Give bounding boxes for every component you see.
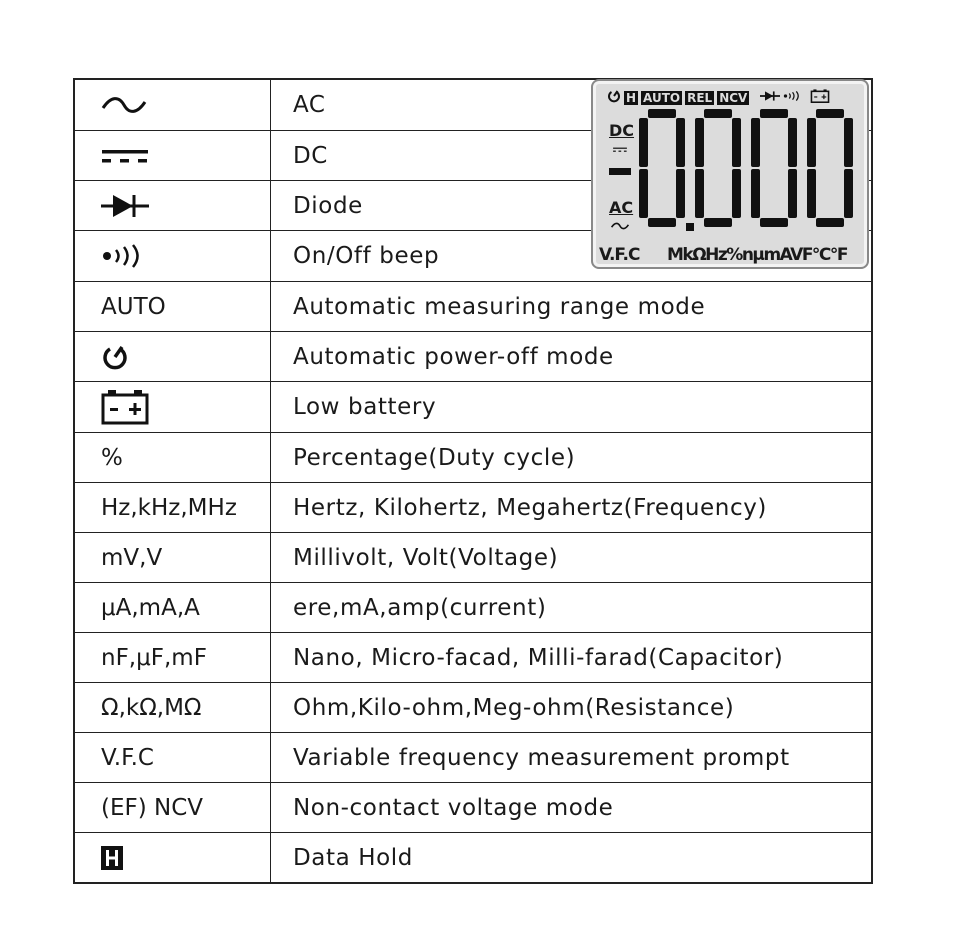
- lcd-segment: [648, 109, 676, 118]
- lcd-segment: [788, 169, 797, 218]
- battery-icon: [101, 389, 149, 425]
- lcd-segment: [676, 118, 685, 167]
- lcd-segment: [807, 118, 816, 167]
- lcd-segment: [732, 169, 741, 218]
- lcd-segment: [639, 169, 648, 218]
- auto-power-off-icon: [607, 89, 621, 106]
- dc-symbol-icon: [101, 146, 149, 166]
- table-row: [75, 833, 871, 882]
- symbol-cell: [75, 131, 271, 180]
- table-row: [75, 533, 871, 583]
- lcd-segment: [760, 218, 788, 227]
- symbol-cell: [75, 332, 271, 381]
- tilde-ac-icon: [609, 215, 633, 234]
- lcd-dc-label: DC: [609, 121, 635, 140]
- description-cell: Diode: [293, 192, 363, 219]
- symbol-cell: [75, 382, 271, 432]
- description-cell: Variable frequency measurement prompt: [293, 744, 790, 771]
- lcd-decimal-point: [686, 223, 694, 231]
- table-row: [75, 282, 871, 332]
- table-row: [75, 433, 871, 483]
- lcd-display-illustration: [591, 79, 869, 269]
- description-cell: AC: [293, 92, 326, 118]
- lcd-reading: [637, 109, 863, 243]
- symbol-cell: [75, 231, 271, 281]
- table-row: [75, 382, 871, 433]
- lcd-dc-indicator: [609, 121, 634, 157]
- lcd-rel-indicator: REL: [687, 90, 713, 105]
- beep-icon: [783, 90, 803, 105]
- symbol-cell: mV,V: [75, 533, 271, 582]
- lcd-top-indicators: [607, 89, 830, 106]
- diode-icon: [760, 90, 780, 105]
- lcd-auto-indicator: AUTO: [643, 90, 681, 105]
- description-cell: Non-contact voltage mode: [293, 794, 614, 821]
- description-cell: Automatic measuring range mode: [293, 293, 706, 320]
- description-cell: Ohm,Kilo-ohm,Meg-ohm(Resistance): [293, 694, 735, 721]
- table-row: [75, 583, 871, 633]
- description-cell: Data Hold: [293, 844, 413, 871]
- lcd-segment: [704, 109, 732, 118]
- tilde-ac-icon: [101, 95, 147, 115]
- symbol-cell: [75, 80, 271, 130]
- description-cell: DC: [293, 142, 328, 169]
- lcd-segment: [676, 169, 685, 218]
- beep-icon: [101, 243, 149, 269]
- hold-h-icon: [101, 846, 123, 870]
- symbol-cell: [75, 833, 271, 882]
- lcd-segment: [760, 109, 788, 118]
- symbol-cell: %: [75, 433, 271, 482]
- lcd-vfc-label: V.F.C: [599, 245, 640, 265]
- lcd-segment: [844, 118, 853, 167]
- symbol-cell: (EF) NCV: [75, 783, 271, 832]
- lcd-segment: [816, 109, 844, 118]
- lcd-segment: [751, 169, 760, 218]
- table-row: [75, 633, 871, 683]
- symbol-cell: μA,mA,A: [75, 583, 271, 632]
- lcd-segment: [751, 118, 760, 167]
- lcd-segment: [816, 218, 844, 227]
- description-cell: On/Off beep: [293, 243, 440, 269]
- symbol-cell: V.F.C: [75, 733, 271, 782]
- description-cell: Nano, Micro-facad, Milli-farad(Capacitor): [293, 644, 784, 671]
- table-row: [75, 483, 871, 533]
- description-cell: Percentage(Duty cycle): [293, 444, 576, 471]
- diode-icon: [101, 192, 149, 220]
- auto-power-off-icon: [101, 343, 129, 371]
- table-row: [75, 683, 871, 733]
- lcd-ac-label: AC: [609, 198, 634, 217]
- symbol-cell: AUTO: [75, 282, 271, 331]
- dc-symbol-icon: [609, 138, 634, 157]
- lcd-segment: [788, 118, 797, 167]
- lcd-segment: [844, 169, 853, 218]
- description-cell: Low battery: [293, 394, 437, 420]
- lcd-hold-indicator: H: [626, 90, 637, 105]
- table-row: [75, 733, 871, 783]
- symbol-cell: nF,μF,mF: [75, 633, 271, 682]
- lcd-ac-indicator: [609, 198, 633, 234]
- description-cell: Hertz, Kilohertz, Megahertz(Frequency): [293, 494, 767, 521]
- lcd-unit-labels: MkΩHz%nμmAVF°C°F: [667, 245, 848, 265]
- description-cell: ere,mA,amp(current): [293, 594, 547, 621]
- lcd-segment: [807, 169, 816, 218]
- lcd-negative-sign: [609, 168, 631, 175]
- lcd-segment: [648, 218, 676, 227]
- lcd-segment: [639, 118, 648, 167]
- battery-icon: [810, 89, 830, 106]
- symbol-cell: Ω,kΩ,MΩ: [75, 683, 271, 732]
- symbol-cell: Hz,kHz,MHz: [75, 483, 271, 532]
- lcd-segment: [704, 218, 732, 227]
- table-row: [75, 783, 871, 833]
- description-cell: Automatic power-off mode: [293, 343, 614, 370]
- lcd-segment: [695, 118, 704, 167]
- lcd-segment: [732, 118, 741, 167]
- lcd-ncv-indicator: NCV: [719, 90, 748, 105]
- table-row: [75, 332, 871, 382]
- description-cell: Millivolt, Volt(Voltage): [293, 544, 559, 571]
- lcd-segment: [695, 169, 704, 218]
- symbol-cell: [75, 181, 271, 230]
